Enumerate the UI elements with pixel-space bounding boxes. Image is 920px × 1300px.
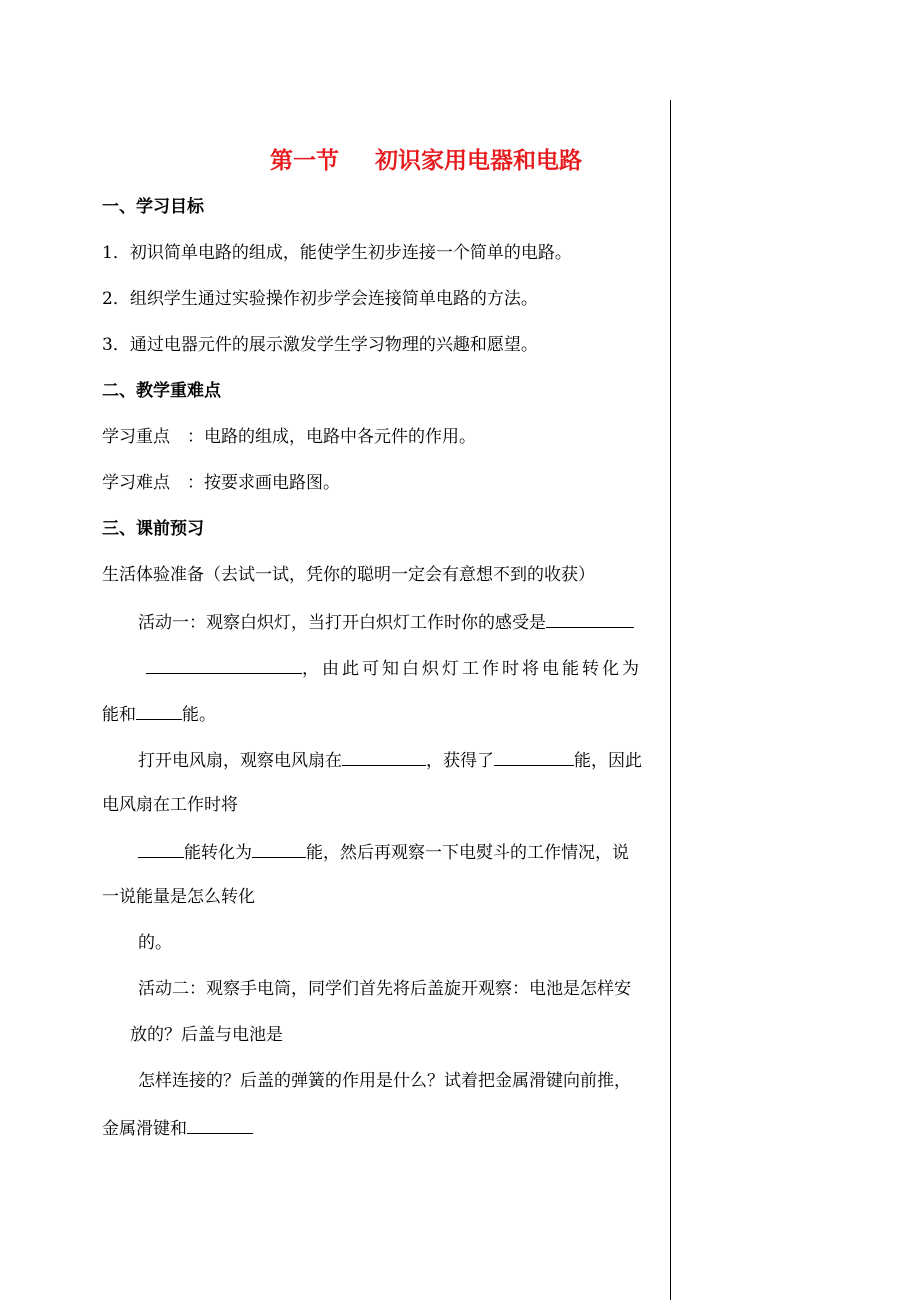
key-point: 学习重点 ：电路的组成，电路中各元件的作用。: [102, 427, 476, 447]
activity2-line3: 怎样连接的？后盖的弹簧的作用是什么？试着把金属滑键向前推，: [138, 1071, 631, 1091]
page-title: [270, 142, 582, 175]
answer-blank[interactable]: [187, 1116, 253, 1134]
preview-intro: 生活体验准备（去试一试，凭你的聪明一定会有意想不到的收获）: [102, 565, 595, 585]
section3-heading: 三、课前预习: [102, 519, 204, 539]
goal-item-2: 2．组织学生通过实验操作初步学会连接简单电路的方法。: [102, 289, 538, 309]
answer-blank[interactable]: [138, 840, 184, 858]
answer-blank[interactable]: [252, 840, 306, 858]
fan-line5: 的。: [138, 933, 172, 953]
activity1-line1: 活动一：观察白炽灯，当打开白炽灯工作时你的感受是: [138, 610, 634, 634]
answer-blank[interactable]: [494, 748, 574, 766]
title-text: 初识家用电器和电路: [375, 148, 582, 174]
activity1-line3: 能和 能。: [102, 702, 216, 726]
section2-heading: 二、教学重难点: [102, 381, 221, 401]
margin-rule: [670, 100, 671, 1300]
answer-blank[interactable]: [546, 610, 634, 628]
activity1-line2: ，由此可知白炽灯工作时将电能转化为: [146, 656, 642, 680]
activity2-line4: 金属滑键和: [102, 1116, 253, 1140]
section1-heading: 一、学习目标: [102, 197, 204, 217]
answer-blank[interactable]: [342, 748, 426, 766]
fan-line3: 能转化为 能，然后再观察一下电熨斗的工作情况，说: [138, 840, 629, 864]
difficulty-point: 学习难点 ：按要求画电路图。: [102, 473, 340, 493]
activity2-line1: 活动二：观察手电筒，同学们首先将后盖旋开观察：电池是怎样安: [138, 979, 631, 999]
activity2-line2: 放的？后盖与电池是: [130, 1025, 283, 1045]
fan-line2: 电风扇在工作时将: [102, 795, 238, 815]
answer-blank[interactable]: [136, 702, 182, 720]
answer-blank[interactable]: [146, 656, 302, 674]
fan-line1: 打开电风扇，观察电风扇在 ，获得了 能，因此: [138, 748, 642, 772]
goal-item-3: 3．通过电器元件的展示激发学生学习物理的兴趣和愿望。: [102, 335, 538, 355]
goal-item-1: 1．初识简单电路的组成，能使学生初步连接一个简单的电路。: [102, 243, 572, 263]
title-section-number: 第一节: [270, 148, 339, 174]
fan-line4: 一说能量是怎么转化: [102, 887, 255, 907]
